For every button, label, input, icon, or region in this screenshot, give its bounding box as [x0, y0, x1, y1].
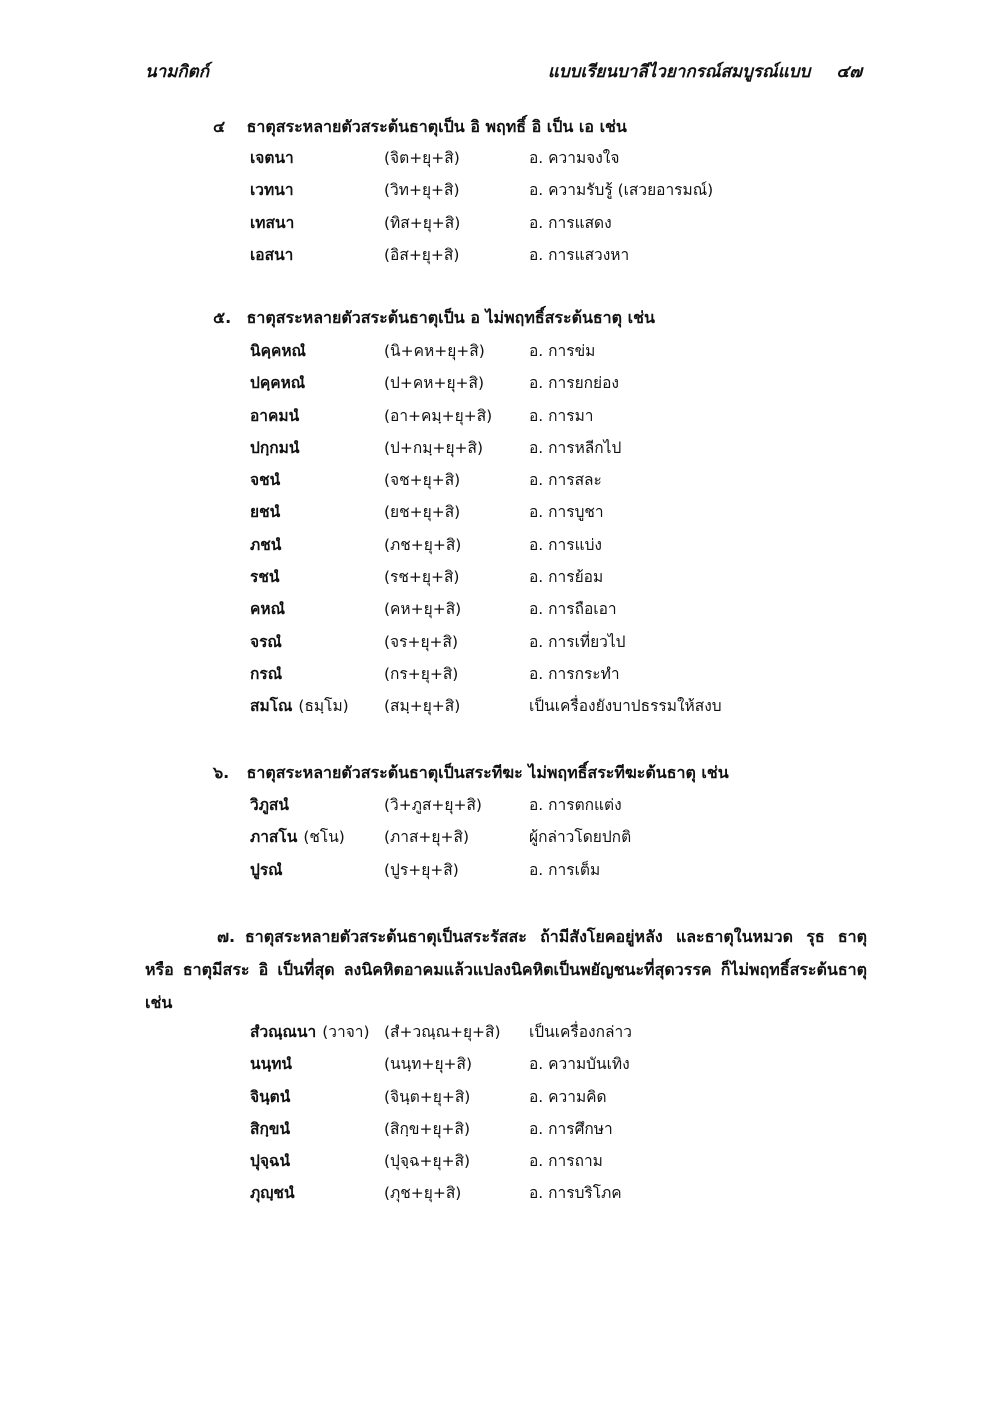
section-heading-5 [213, 306, 655, 331]
entry-word-group [250, 1148, 296, 1173]
entry-meaning: อ. ความจงใจ [529, 149, 620, 167]
entry-row [250, 1180, 870, 1212]
section-paragraph-7 [145, 920, 867, 1019]
entry-word-group [250, 1019, 370, 1044]
entry-meaning: อ. การตกแต่ง [529, 796, 622, 814]
entry-row [250, 370, 870, 402]
entry-meaning: อ. การแสวงหา [529, 245, 630, 264]
entry-row [250, 857, 870, 889]
entry-meaning: อ. การถือเอา [529, 600, 617, 619]
entry-formula: (จร+ยุ+สิ) [384, 632, 459, 651]
entry-formula: (คห+ยุ+สิ) [384, 600, 462, 619]
entry-word-group [250, 661, 288, 686]
entry-meaning: เป็นเครื่องยังบาปธรรมให้สงบ [529, 697, 722, 716]
entry-word: คหณํ [250, 600, 285, 619]
entry-meaning: ผู้กล่าวโดยปกติ [529, 828, 632, 847]
entry-word: ปคฺคหณํ [250, 374, 306, 393]
section-heading-text: ธาตุสระหลายตัวสระต้นธาตุเป็น อ ไม่พฤทธิ์สระต้นธาตุ เช่น [246, 308, 655, 327]
entry-word-group [250, 338, 312, 363]
entry-row [250, 1019, 870, 1051]
entry-row [250, 1148, 870, 1180]
entry-word: จรณํ [250, 632, 282, 651]
entry-word: ปูรณํ [250, 860, 283, 879]
entry-row [250, 1051, 870, 1083]
entry-formula: (นิ+คห+ยุ+สิ) [384, 342, 485, 360]
entry-row [250, 467, 870, 499]
entry-word: กรณํ [250, 664, 283, 683]
section-number: ๖. [213, 763, 230, 782]
entry-formula: (วิ+ภูส+ยุ+สิ) [384, 796, 482, 814]
entry-row [250, 564, 870, 596]
entry-word-group [250, 435, 305, 460]
entry-formula: (ทิส+ยุ+สิ) [384, 213, 461, 232]
entry-row [250, 629, 870, 661]
section-number: ๗. [217, 927, 236, 946]
entry-row [250, 499, 870, 531]
page-header [145, 58, 862, 86]
entry-word-group [250, 1084, 296, 1109]
entry-row [250, 661, 870, 693]
entry-word: เวทนา [250, 181, 294, 200]
entry-formula: (ป+กมฺ+ยุ+สิ) [384, 438, 484, 457]
entry-formula: (จช+ยุ+สิ) [384, 471, 461, 490]
section-heading-6 [213, 761, 729, 786]
entry-word: สมโณ [250, 697, 293, 716]
entry-word-group [250, 564, 285, 589]
entry-row [250, 532, 870, 564]
entry-formula: (สิกฺข+ยุ+สิ) [384, 1119, 471, 1138]
section-5-entries [250, 338, 870, 726]
header-book-title: แบบเรียนบาลีไวยากรณ์สมบูรณ์แบบ [547, 62, 811, 82]
entry-word: ภาสโน [250, 828, 298, 847]
entry-meaning: อ. ความบันเทิง [529, 1055, 630, 1074]
entry-meaning: อ. การเที่ยวไป [529, 632, 626, 651]
entry-row [250, 1116, 870, 1148]
entry-word-group [250, 629, 288, 654]
entry-word-group [250, 370, 311, 395]
entry-row [250, 338, 870, 370]
section-6-entries [250, 792, 870, 889]
entry-word-group [250, 693, 349, 718]
entry-meaning: อ. การเต็ม [529, 860, 601, 879]
entry-word: เอสนา [250, 245, 294, 264]
entry-word-group [250, 145, 300, 170]
entry-word: เจตนา [250, 149, 294, 167]
entry-meaning: อ. การแสดง [529, 213, 612, 232]
entry-row [250, 792, 870, 824]
entry-row [250, 824, 870, 856]
entry-formula: (รช+ยุ+สิ) [384, 568, 460, 587]
entry-note: (ธมฺโม) [298, 697, 349, 716]
entry-row [250, 435, 870, 467]
entry-row [250, 210, 870, 242]
section-heading-text: ธาตุสระหลายตัวสระต้นธาตุเป็นสระทีฆะ ไม่พฤทธิ์สระทีฆะต้นธาตุ เช่น [246, 763, 729, 782]
entry-word: นนฺทนํ [250, 1055, 293, 1074]
entry-meaning: อ. การบริโภค [529, 1184, 622, 1203]
entry-word: วิภูสนํ [250, 796, 289, 814]
entry-meaning: เป็นเครื่องกล่าว [529, 1023, 632, 1041]
entry-meaning: อ. การกระทำ [529, 664, 620, 683]
entry-word-group [250, 596, 291, 621]
entry-word-group [250, 857, 289, 882]
entry-word-group [250, 532, 287, 557]
entry-row [250, 1084, 870, 1116]
entry-word-group [250, 792, 295, 817]
section-number: ๔ [213, 117, 226, 136]
entry-meaning: อ. การบูชา [529, 503, 604, 522]
entry-meaning: อ. การศึกษา [529, 1119, 613, 1138]
section-4-entries [250, 145, 870, 274]
entry-word: นิคฺคหณํ [250, 342, 306, 360]
entry-note: (ชโน) [303, 828, 345, 847]
entry-word-group [250, 1180, 301, 1205]
entry-formula: (วิท+ยุ+สิ) [384, 181, 460, 200]
entry-formula: (อิส+ยุ+สิ) [384, 245, 460, 264]
header-book-title-group [548, 58, 862, 85]
entry-word-group [250, 403, 305, 428]
section-paragraph-text: ธาตุสระหลายตัวสระต้นธาตุเป็นสระรัสสะ ถ้ามีสังโยคอยู่หลัง และธาตุในหมวด รุธ ธาตุ หรือ ธาตุมีสระ อิ เป็นที่สุด ลงนิคหิตอาคมแล้วแปลงนิคหิตเป็นพยัญชนะที่สุดวรรค ก็ไม่พฤทธิ์สระต้นธาตุ เช่น [145, 927, 867, 1012]
entry-word: เทสนา [250, 213, 295, 232]
page-number: ๔๗ [836, 62, 862, 82]
entry-note: (วาจา) [322, 1023, 370, 1041]
entry-word: จินฺตนํ [250, 1087, 291, 1106]
entry-formula: (สมฺ+ยุ+สิ) [384, 697, 461, 716]
entry-word-group [250, 1116, 296, 1141]
entry-meaning: อ. การมา [529, 406, 594, 425]
section-heading-text: ธาตุสระหลายตัวสระต้นธาตุเป็น อิ พฤทธิ์ อิ เป็น เอ เช่น [246, 117, 627, 136]
entry-meaning: อ. การถาม [529, 1152, 603, 1171]
entry-word: สํวณฺณนา [250, 1023, 317, 1041]
section-heading-4 [213, 115, 627, 140]
entry-formula: (ภาส+ยุ+สิ) [384, 828, 469, 847]
entry-formula: (อา+คมฺ+ยุ+สิ) [384, 406, 493, 425]
entry-meaning: อ. การสละ [529, 471, 602, 490]
entry-row [250, 145, 870, 177]
entry-row [250, 596, 870, 628]
entry-meaning: อ. การหลีกไป [529, 438, 622, 457]
entry-word-group [250, 824, 345, 849]
entry-word: ปกฺกมนํ [250, 438, 300, 457]
entry-word: ภชนํ [250, 535, 282, 554]
entry-formula: (จินฺต+ยุ+สิ) [384, 1087, 471, 1106]
entry-formula: (ภุช+ยุ+สิ) [384, 1184, 462, 1203]
entry-formula: (ปุจฺฉ+ยุ+สิ) [384, 1152, 471, 1171]
entry-formula: (นนฺท+ยุ+สิ) [384, 1055, 473, 1074]
entry-word: รชนํ [250, 568, 280, 587]
entry-row [250, 242, 870, 274]
entry-word-group [250, 242, 299, 267]
entry-formula: (สํ+วณฺณ+ยุ+สิ) [384, 1023, 501, 1041]
section-number: ๕. [213, 308, 232, 327]
entry-meaning: อ. การแบ่ง [529, 535, 602, 554]
entry-meaning: อ. การข่ม [529, 342, 596, 360]
entry-meaning: อ. การย้อม [529, 568, 604, 587]
entry-word: สิกฺขนํ [250, 1119, 291, 1138]
entry-word: ยชนํ [250, 503, 281, 522]
section-7-entries [250, 1019, 870, 1213]
entry-word-group [250, 177, 300, 202]
entry-word: จชนํ [250, 471, 281, 490]
entry-meaning: อ. ความคิด [529, 1087, 607, 1106]
entry-formula: (จิต+ยุ+สิ) [384, 149, 460, 167]
entry-row [250, 177, 870, 209]
entry-word: อาคมนํ [250, 406, 300, 425]
entry-word-group [250, 1051, 298, 1076]
entry-word-group [250, 467, 286, 492]
entry-formula: (กร+ยุ+สิ) [384, 664, 459, 683]
entry-row [250, 693, 870, 725]
entry-meaning: อ. ความรับรู้ (เสวยอารมณ์) [529, 181, 714, 200]
entry-word-group [250, 499, 286, 524]
entry-formula: (ปูร+ยุ+สิ) [384, 860, 459, 879]
entry-word: ปุจฺฉนํ [250, 1152, 291, 1171]
entry-meaning: อ. การยกย่อง [529, 374, 620, 393]
entry-formula: (ยช+ยุ+สิ) [384, 503, 461, 522]
entry-row [250, 403, 870, 435]
entry-word: ภุญฺชนํ [250, 1184, 295, 1203]
entry-word-group [250, 210, 300, 235]
entry-formula: (ป+คห+ยุ+สิ) [384, 374, 485, 393]
entry-formula: (ภช+ยุ+สิ) [384, 535, 462, 554]
header-chapter-title: นามกิตก์ [145, 62, 209, 82]
